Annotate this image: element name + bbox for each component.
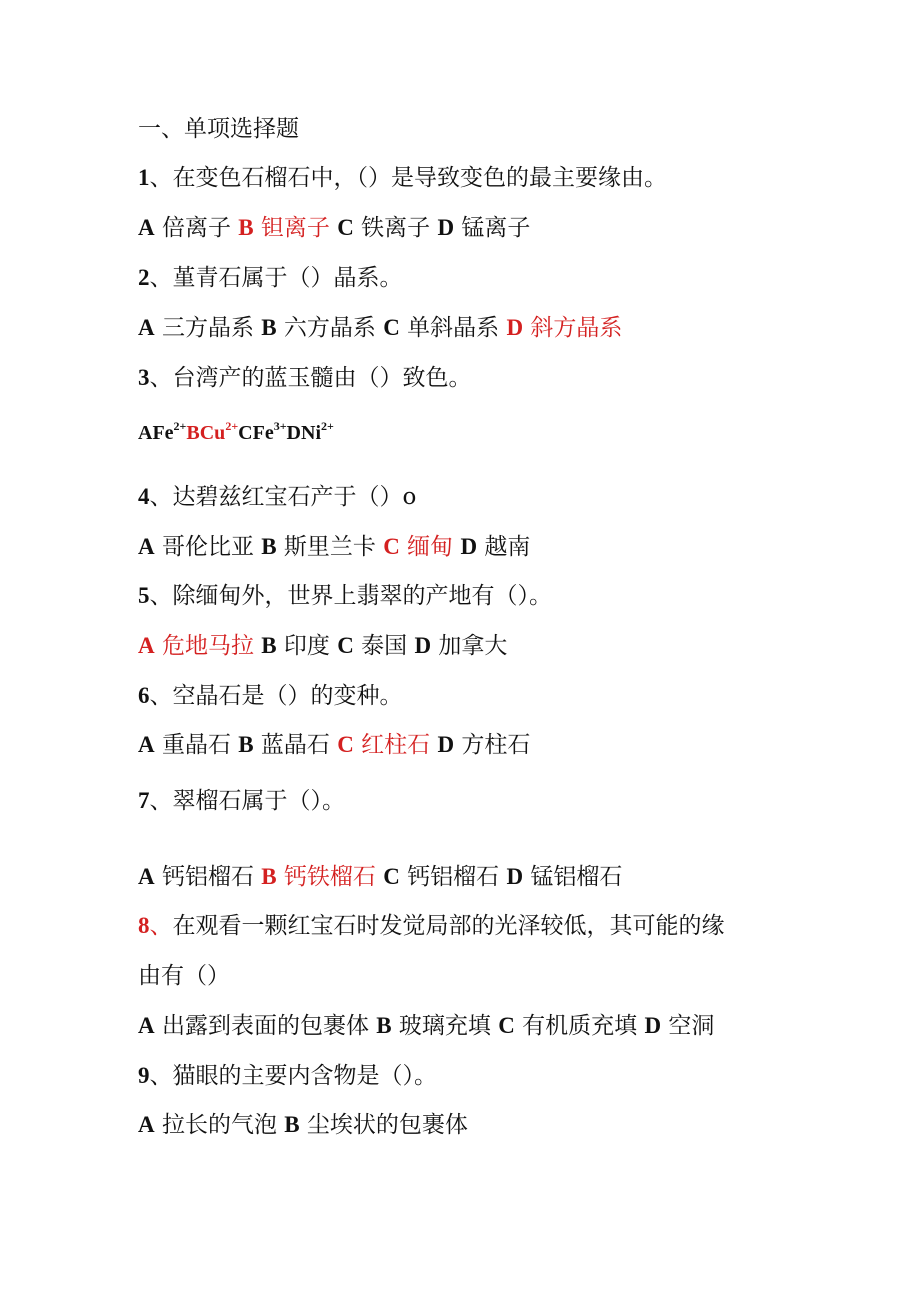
- option-text: 越南: [484, 534, 531, 560]
- question-2: 2、堇青石属于（）晶系。: [138, 265, 403, 291]
- option-letter-answer: A: [138, 633, 155, 658]
- option-text-answer: 红柱石: [361, 732, 431, 758]
- option-text: 蓝晶石: [260, 732, 330, 758]
- question-number: 7: [138, 788, 150, 813]
- option-text-answer: 缅甸: [407, 534, 454, 560]
- option-text: 三方晶系: [161, 315, 254, 341]
- option-letter: B: [238, 732, 254, 757]
- option-text-answer: 钽离子: [260, 215, 330, 241]
- question-text: 堇青石属于（）晶系。: [172, 265, 403, 291]
- option-letter-answer: B: [186, 422, 200, 444]
- question-text: 在观看一颗红宝石时发觉局部的光泽较低，其可能的缘: [172, 913, 725, 939]
- ion-charge: 2+: [225, 419, 239, 433]
- option-text: 有机质充填: [522, 1013, 638, 1039]
- question-7: 7、翠榴石属于（）。: [138, 788, 345, 814]
- options-9: [138, 1110, 468, 1140]
- option-text: 重晶石: [161, 732, 231, 758]
- options-8: [138, 1011, 714, 1041]
- option-text: 方柱石: [461, 732, 531, 758]
- question-1: 1、在变色石榴石中，（）是导致变色的最主要缘由。: [138, 165, 667, 191]
- question-text: 除缅甸外，世界上翡翠的产地有（）。: [172, 583, 552, 609]
- option-text-answer: 钙铁榴石: [283, 864, 376, 890]
- option-letter: B: [284, 1112, 300, 1137]
- option-text: Fe: [252, 422, 274, 444]
- option-letter: C: [238, 422, 253, 444]
- option-text-answer: 斜方晶系: [530, 315, 623, 341]
- option-text: 锰铝榴石: [530, 864, 623, 890]
- option-text: Ni: [301, 422, 321, 444]
- option-letter: D: [286, 422, 301, 444]
- options-6: [138, 730, 530, 760]
- option-text-answer: Cu: [199, 422, 226, 444]
- option-letter: D: [644, 1013, 662, 1038]
- option-text: 铁离子: [361, 215, 431, 241]
- option-letter: A: [138, 1013, 155, 1038]
- options-2: [138, 313, 622, 343]
- options-4: [138, 532, 530, 562]
- option-letter-answer: C: [337, 732, 354, 757]
- ion-charge: 2+: [173, 419, 187, 433]
- option-text: 印度: [283, 633, 330, 659]
- question-number: 5: [138, 583, 150, 608]
- options-3: [138, 418, 334, 448]
- question-text: 猫眼的主要内含物是（）。: [172, 1063, 437, 1089]
- option-text: 泰国: [361, 633, 408, 659]
- ion-charge: 3+: [273, 419, 287, 433]
- option-text: 空洞: [668, 1013, 715, 1039]
- option-letter: D: [437, 732, 455, 757]
- option-letter: D: [437, 215, 455, 240]
- question-text: 空晶石是（）的变种。: [172, 683, 403, 709]
- question-9: 9、猫眼的主要内含物是（）。: [138, 1063, 437, 1089]
- option-text: 六方晶系: [283, 315, 376, 341]
- question-text: 台湾产的蓝玉髓由（）致色。: [172, 365, 472, 391]
- option-text: 尘埃状的包裹体: [306, 1112, 468, 1138]
- question-number: 2: [138, 265, 150, 290]
- option-letter: B: [261, 633, 277, 658]
- option-letter: C: [498, 1013, 515, 1038]
- options-5: [138, 631, 507, 661]
- option-text: 出露到表面的包裹体: [161, 1013, 369, 1039]
- option-letter: C: [383, 315, 400, 340]
- option-letter: A: [138, 534, 155, 559]
- question-6: 6、空晶石是（）的变种。: [138, 683, 403, 709]
- option-letter: C: [337, 215, 354, 240]
- question-8: 8、在观看一颗红宝石时发觉局部的光泽较低，其可能的缘: [138, 913, 725, 939]
- option-text: 单斜晶系: [407, 315, 500, 341]
- options-7: [138, 862, 622, 892]
- option-letter-answer: D: [506, 315, 524, 340]
- question-number: 6: [138, 683, 150, 708]
- option-letter: A: [138, 864, 155, 889]
- option-letter: A: [138, 215, 155, 240]
- option-letter: D: [506, 864, 524, 889]
- section-title: 一、单项选择题: [138, 116, 299, 142]
- option-text: 锰离子: [461, 215, 531, 241]
- option-letter: B: [261, 315, 277, 340]
- question-5: 5、除缅甸外，世界上翡翠的产地有（）。: [138, 583, 552, 609]
- option-letter: C: [383, 864, 400, 889]
- question-number: 3: [138, 365, 150, 390]
- option-letter: B: [261, 534, 277, 559]
- ion-charge: 2+: [321, 419, 334, 433]
- question-number-answer: 8: [138, 913, 150, 938]
- option-text: 钙铝榴石: [161, 864, 254, 890]
- option-letter: A: [138, 732, 155, 757]
- option-text: 玻璃充填: [398, 1013, 491, 1039]
- option-letter: D: [414, 633, 432, 658]
- option-text: Fe: [152, 422, 174, 444]
- option-text: 哥伦比亚: [161, 534, 254, 560]
- question-text: 在变色石榴石中，（）是导致变色的最主要缘由。: [172, 165, 667, 191]
- question-text: 达碧兹红宝石产于（）o: [172, 484, 417, 510]
- question-3: 3、台湾产的蓝玉髓由（）致色。: [138, 365, 472, 391]
- option-text-answer: 危地马拉: [161, 633, 254, 659]
- option-text: 加拿大: [438, 633, 508, 659]
- option-text: 斯里兰卡: [283, 534, 376, 560]
- question-number: 1: [138, 165, 150, 190]
- option-text: 倍离子: [161, 215, 231, 241]
- question-number: 4: [138, 484, 150, 509]
- option-letter: A: [138, 1112, 155, 1137]
- option-text: 钙铝榴石: [407, 864, 500, 890]
- question-8-continued: 由有（）: [138, 963, 230, 989]
- question-4: 4、达碧兹红宝石产于（）o: [138, 484, 417, 510]
- option-letter-answer: B: [261, 864, 277, 889]
- question-text: 翠榴石属于（）。: [172, 788, 345, 814]
- option-letter: D: [460, 534, 478, 559]
- option-letter: A: [138, 422, 153, 444]
- question-number: 9: [138, 1063, 150, 1088]
- option-letter-answer: C: [383, 534, 400, 559]
- option-letter: A: [138, 315, 155, 340]
- option-letter: C: [337, 633, 354, 658]
- option-letter-answer: B: [238, 215, 254, 240]
- option-text: 拉长的气泡: [161, 1112, 277, 1138]
- option-letter: B: [376, 1013, 392, 1038]
- options-1: [138, 213, 530, 243]
